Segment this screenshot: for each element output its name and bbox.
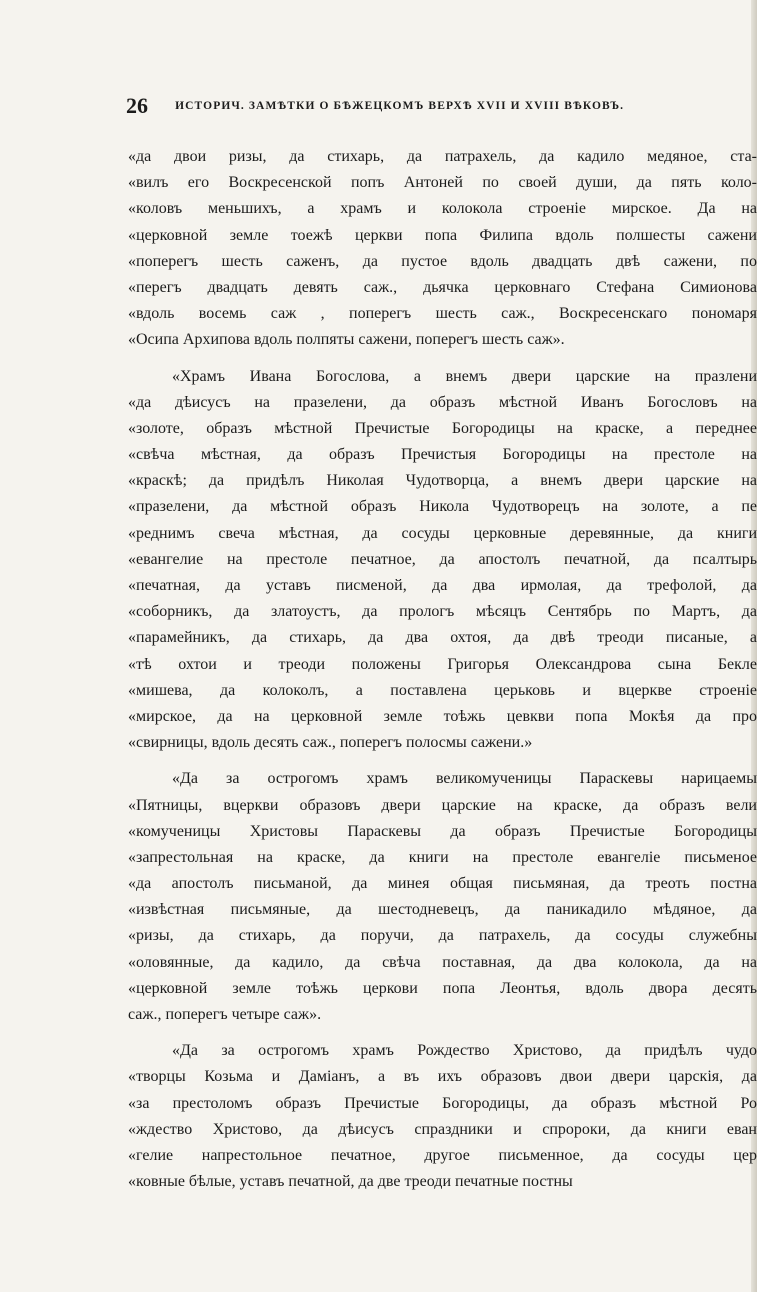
- text-line: «вдоль восемь саж , поперегъ шесть саж., Воскресенскаго пономаря: [128, 305, 757, 323]
- text-line: «свирницы, вдоль десять саж., поперегъ полосмы сажени.»: [128, 734, 533, 752]
- text-line: «соборникъ, да златоустъ, да прологъ мѣсяцъ Сентябрь по Мартъ, да: [128, 603, 757, 621]
- text-line: «свѣча мѣстная, да образъ Пречистыя Богородицы на престоле на: [128, 446, 757, 464]
- text-line: «Пятницы, вцеркви образовъ двери царские на краске, да образъ вели: [128, 796, 757, 814]
- text-line: «вилъ его Воскресенской попъ Антоней по своей души, да пять коло-: [128, 174, 757, 192]
- text-line: «празелени, да мѣстной образъ Никола Чудотворецъ на золоте, а пе: [128, 498, 757, 516]
- text-line: «творцы Козьма и Даміанъ, а въ ихъ образовъ двои двери царскія, да: [128, 1068, 757, 1086]
- text-line: «да двои ризы, да стихарь, да патрахель, да кадило медяное, ста-: [128, 148, 757, 165]
- text-line: «гелие напрестольное печатное, другое письменное, да сосуды цер: [128, 1146, 757, 1164]
- body-text: [128, 144, 757, 1195]
- text-line: «да дѣисусъ на празелени, да образъ мѣстной Иванъ Богословъ на: [128, 393, 757, 411]
- text-line: «перегъ двадцать девять саж., дьячка церковнаго Стефана Симионова: [128, 278, 757, 296]
- paragraph: [128, 364, 757, 757]
- text-line: «краскѣ; да придѣлъ Николая Чудотворца, а внемъ двери царские на: [128, 472, 757, 490]
- text-line: «евангелие на престоле печатное, да апостолъ печатной, да псалтырь: [128, 550, 757, 568]
- paragraph: [128, 144, 757, 354]
- text-line: «Осипа Архипова вдоль полпяты сажени, поперегъ шесть саж».: [128, 331, 565, 349]
- text-line: «Храмъ Ивана Богослова, а внемъ двери царские на празлени: [172, 367, 757, 385]
- text-line: «ковные бѣлые, уставъ печатной, да две треоди печатные постны: [128, 1173, 573, 1191]
- text-line: «да апостолъ письманой, да минея общая письмяная, да треоть постна: [128, 875, 757, 893]
- text-line: «церковной земле тоежѣ церкви попа Филипа вдоль полшесты сажени: [128, 226, 757, 244]
- page-number: 26: [126, 93, 148, 118]
- text-line: «коловъ меньшихъ, а храмъ и колокола строеніе мирское. Да на: [128, 200, 757, 218]
- text-line: «парамейникъ, да стихарь, да два охтоя, да двѣ треоди писаные, а: [128, 629, 757, 647]
- text-line: «Да за острогомъ храмъ великомученицы Параскевы нарицаемы: [172, 770, 757, 788]
- text-line: «печатная, да уставъ писменой, да два ирмолая, да трефолой, да: [128, 577, 757, 594]
- paragraph: [128, 1038, 757, 1195]
- text-line: «оловянные, да кадило, да свѣча поставная, да два колокола, да на: [128, 953, 757, 971]
- text-line: «мишева, да колоколъ, а поставлена церьковь и вцеркве строеніе: [128, 681, 757, 699]
- page-header: [126, 93, 756, 123]
- paragraph-gap: [128, 354, 757, 364]
- text-line: «запрестольная на краске, да книги на престоле евангеліе письменое: [128, 848, 757, 866]
- text-line: «поперегъ шесть саженъ, да пустое вдоль двадцать двѣ сажени, по: [128, 252, 757, 270]
- paragraph-gap: [128, 1028, 757, 1038]
- paragraph-gap: [128, 756, 757, 766]
- text-line: «комученицы Христовы Параскевы да образъ Пречистые Богородицы: [128, 822, 757, 840]
- text-line: «золоте, образъ мѣстной Пречистые Богородицы на краске, а переднее: [128, 419, 757, 437]
- text-line: «ризы, да стихарь, да поручи, да патрахель, да сосуды служебны: [128, 927, 757, 945]
- paragraph: [128, 766, 757, 1028]
- text-line: «тѣ охтои и треоди положены Григорья Олександрова сына Бекле: [128, 655, 757, 673]
- running-head: ИСТОРИЧ. ЗАМѢТКИ О БѢЖЕЦКОМЪ ВЕРХѢ XVII И XVIII ВѢКОВЪ.: [175, 100, 625, 112]
- text-line: «реднимъ свеча мѣстная, да сосуды церковные деревянные, да книги: [128, 524, 757, 542]
- text-line: «ждество Христово, да дѣисусъ спраздники и спророки, да книги еван: [128, 1120, 757, 1138]
- text-line: «Да за острогомъ храмъ Рождество Христово, да придѣлъ чудо: [172, 1042, 757, 1060]
- text-line: «извѣстная письмяные, да шестодневецъ, да паникадило мѣдяное, да: [128, 901, 757, 919]
- text-line: «мирское, да на церковной земле тоѣжь цевкви попа Мокѣя да про: [128, 707, 757, 725]
- text-line: «за престоломъ образъ Пречистые Богородицы, да образъ мѣстной Ро: [128, 1094, 757, 1112]
- text-line: «церковной земле тоѣжь церкови попа Леонтья, вдоль двора десять: [128, 979, 757, 997]
- text-line: саж., поперегъ четыре саж».: [128, 1006, 322, 1023]
